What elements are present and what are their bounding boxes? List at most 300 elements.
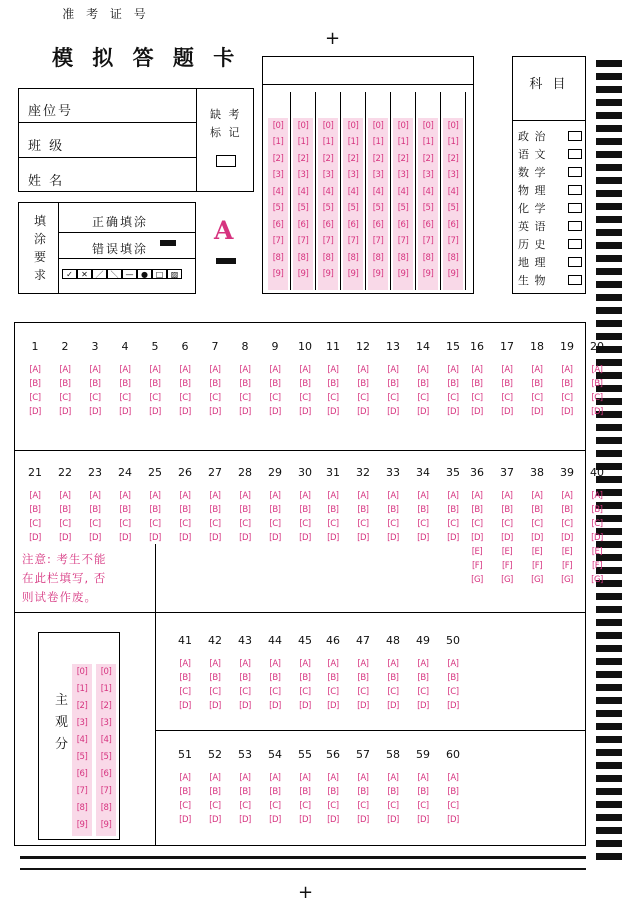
bubble[interactable]: [2] [422,153,434,164]
answer-bubble[interactable]: [A] [269,773,281,783]
bubble[interactable]: [6] [100,769,112,779]
exam-id-cell[interactable] [318,135,338,152]
answer-bubble[interactable]: [C] [591,519,603,529]
answer-bubble[interactable]: [B] [591,505,603,515]
option-row[interactable] [318,765,468,783]
answer-bubble[interactable]: [B] [29,505,41,515]
subjective-score-cell[interactable] [96,800,116,817]
bubble[interactable]: [2] [297,153,309,164]
answer-bubble[interactable]: [B] [561,379,573,389]
exam-id-cell[interactable] [368,234,388,251]
subjective-score-cell[interactable] [72,766,92,783]
bubble[interactable]: [8] [297,252,309,263]
answer-bubble[interactable]: [C] [89,519,101,529]
answer-bubble[interactable]: [A] [119,365,131,375]
option-rows[interactable] [20,357,170,417]
bubble[interactable]: [8] [422,252,434,263]
answer-bubble[interactable]: [B] [417,379,429,389]
answer-bubble[interactable]: [G] [531,575,543,585]
question-group[interactable] [318,466,468,543]
exam-id-cell[interactable] [343,217,363,234]
answer-bubble[interactable]: [A] [239,773,251,783]
question-group[interactable] [462,340,612,417]
answer-bubble[interactable]: [B] [299,505,311,515]
answer-bubble[interactable]: [C] [327,801,339,811]
answer-bubble[interactable]: [A] [417,365,429,375]
answer-bubble[interactable]: [D] [591,533,603,543]
answer-bubble[interactable]: [C] [357,687,369,697]
bubble[interactable]: [5] [422,203,434,214]
option-row[interactable] [170,357,320,375]
bubble[interactable]: [1] [347,137,359,148]
answer-bubble[interactable]: [A] [299,491,311,501]
option-rows[interactable] [170,483,320,543]
answer-bubble[interactable]: [B] [447,787,459,797]
exam-id-column[interactable] [343,118,363,290]
exam-id-cell[interactable] [293,168,313,185]
answer-bubble[interactable]: [A] [239,491,251,501]
answer-bubble[interactable]: [D] [417,407,429,417]
subject-item-bubble[interactable] [568,131,582,141]
answer-bubble[interactable]: [B] [209,673,221,683]
bubble[interactable]: [4] [422,186,434,197]
question-group[interactable] [170,634,320,711]
bubble[interactable]: [4] [76,735,88,745]
answer-bubble[interactable]: [C] [531,519,543,529]
bubble[interactable]: [8] [397,252,409,263]
answer-bubble[interactable]: [C] [209,801,221,811]
option-row[interactable] [462,567,612,585]
answer-bubble[interactable]: [D] [327,533,339,543]
subject-item-bubble[interactable] [568,203,582,213]
answer-bubble[interactable]: [A] [119,491,131,501]
exam-id-cell[interactable] [293,234,313,251]
answer-bubble[interactable]: [C] [417,687,429,697]
exam-id-cell[interactable] [393,118,413,135]
exam-id-cell[interactable] [418,168,438,185]
exam-id-cell[interactable] [268,151,288,168]
exam-id-cell[interactable] [393,201,413,218]
bubble[interactable]: [3] [347,170,359,181]
answer-bubble[interactable]: [A] [59,491,71,501]
answer-bubble[interactable]: [A] [357,491,369,501]
bubble[interactable]: [3] [272,170,284,181]
answer-bubble[interactable]: [B] [327,379,339,389]
answer-bubble[interactable]: [D] [501,407,513,417]
answer-bubble[interactable]: [D] [387,533,399,543]
bubble[interactable]: [8] [372,252,384,263]
subject-item-bubble[interactable] [568,239,582,249]
exam-id-cell[interactable] [418,184,438,201]
exam-id-cell[interactable] [443,234,463,251]
answer-bubble[interactable]: [A] [239,365,251,375]
bubble[interactable]: [1] [322,137,334,148]
bubble[interactable]: [0] [272,120,284,131]
answer-bubble[interactable]: [D] [119,533,131,543]
exam-id-cell[interactable] [418,250,438,267]
option-row[interactable] [170,497,320,515]
answer-bubble[interactable]: [A] [357,365,369,375]
answer-bubble[interactable]: [D] [447,815,459,825]
answer-bubble[interactable]: [C] [299,519,311,529]
answer-bubble[interactable]: [D] [387,407,399,417]
exam-id-cell[interactable] [293,135,313,152]
answer-bubble[interactable]: [D] [209,815,221,825]
answer-bubble[interactable]: [C] [179,519,191,529]
exam-id-cell[interactable] [318,184,338,201]
exam-id-cell[interactable] [368,267,388,284]
bubble[interactable]: [1] [447,137,459,148]
bubble[interactable]: [7] [347,236,359,247]
answer-bubble[interactable]: [D] [327,815,339,825]
exam-id-cell[interactable] [343,151,363,168]
option-rows[interactable] [20,483,170,543]
bubble[interactable]: [5] [272,203,284,214]
answer-bubble[interactable]: [B] [59,505,71,515]
answer-bubble[interactable]: [C] [299,687,311,697]
option-row[interactable] [318,371,468,389]
answer-bubble[interactable]: [C] [179,801,191,811]
exam-id-cell[interactable] [293,184,313,201]
exam-id-cell[interactable] [393,267,413,284]
exam-id-cell[interactable] [393,184,413,201]
option-row[interactable] [170,399,320,417]
bubble[interactable]: [3] [422,170,434,181]
question-group[interactable] [170,748,320,825]
bubble[interactable]: [7] [100,786,112,796]
answer-bubble[interactable]: [C] [269,687,281,697]
option-row[interactable] [170,807,320,825]
bubble[interactable]: [2] [347,153,359,164]
answer-bubble[interactable]: [A] [327,365,339,375]
exam-id-cell[interactable] [268,217,288,234]
subjective-score-column[interactable] [96,664,116,836]
subjective-score-column[interactable] [72,664,92,836]
option-row[interactable] [462,399,612,417]
subjective-score-cell[interactable] [96,732,116,749]
bubble[interactable]: [4] [372,186,384,197]
answer-bubble[interactable]: [D] [239,815,251,825]
bubble[interactable]: [3] [297,170,309,181]
answer-bubble[interactable]: [D] [387,815,399,825]
answer-bubble[interactable]: [C] [591,393,603,403]
answer-bubble[interactable]: [D] [179,815,191,825]
exam-id-cell[interactable] [418,234,438,251]
answer-bubble[interactable]: [F] [591,561,603,571]
bubble[interactable]: [1] [297,137,309,148]
answer-bubble[interactable]: [A] [179,773,191,783]
option-row[interactable] [462,553,612,571]
answer-bubble[interactable]: [D] [447,407,459,417]
answer-bubble[interactable]: [D] [239,701,251,711]
bubble[interactable]: [8] [100,803,112,813]
answer-bubble[interactable]: [B] [179,379,191,389]
answer-bubble[interactable]: [C] [119,393,131,403]
bubble[interactable]: [9] [422,269,434,280]
bubble[interactable]: [6] [372,219,384,230]
bubble[interactable]: [3] [322,170,334,181]
bubble[interactable]: [7] [272,236,284,247]
bubble[interactable]: [6] [297,219,309,230]
answer-bubble[interactable]: [B] [119,379,131,389]
bubble[interactable]: [5] [347,203,359,214]
bubble[interactable]: [2] [397,153,409,164]
answer-bubble[interactable]: [C] [561,393,573,403]
answer-bubble[interactable]: [B] [357,673,369,683]
answer-bubble[interactable]: [D] [119,407,131,417]
bubble[interactable]: [2] [272,153,284,164]
answer-bubble[interactable]: [B] [327,673,339,683]
option-rows[interactable] [318,357,468,417]
subjective-score-cell[interactable] [96,715,116,732]
exam-id-cell[interactable] [318,234,338,251]
answer-bubble[interactable]: [B] [447,505,459,515]
exam-id-cell[interactable] [443,184,463,201]
question-group[interactable] [318,748,468,825]
question-group[interactable] [318,634,468,711]
exam-id-cell[interactable] [293,217,313,234]
answer-bubble[interactable]: [B] [357,379,369,389]
exam-id-cell[interactable] [268,118,288,135]
answer-bubble[interactable]: [D] [59,533,71,543]
bubble[interactable]: [5] [76,752,88,762]
answer-bubble[interactable]: [C] [471,393,483,403]
exam-id-cell[interactable] [443,201,463,218]
question-group[interactable] [20,340,170,417]
bubble[interactable]: [9] [272,269,284,280]
answer-bubble[interactable]: [A] [417,773,429,783]
answer-bubble[interactable]: [B] [239,379,251,389]
question-group[interactable] [462,466,612,585]
answer-bubble[interactable]: [C] [447,801,459,811]
answer-bubble[interactable]: [A] [299,659,311,669]
answer-bubble[interactable]: [C] [417,393,429,403]
answer-bubble[interactable]: [D] [561,533,573,543]
subjective-score-cell[interactable] [72,732,92,749]
answer-bubble[interactable]: [B] [447,673,459,683]
exam-id-cell[interactable] [443,250,463,267]
answer-bubble[interactable]: [A] [29,491,41,501]
bubble[interactable]: [9] [100,820,112,830]
bubble[interactable]: [6] [347,219,359,230]
answer-bubble[interactable]: [C] [179,393,191,403]
question-group[interactable] [318,340,468,417]
bubble[interactable]: [9] [322,269,334,280]
answer-bubble[interactable]: [B] [239,787,251,797]
absent-mark-bubble[interactable] [216,155,236,167]
option-rows[interactable] [318,483,468,543]
exam-id-cell[interactable] [318,250,338,267]
bubble[interactable]: [3] [100,718,112,728]
bubble[interactable]: [8] [347,252,359,263]
subjective-score-cell[interactable] [72,800,92,817]
option-rows[interactable] [462,483,612,585]
option-rows[interactable] [318,765,468,825]
bubble[interactable]: [1] [397,137,409,148]
option-row[interactable] [318,651,468,669]
exam-id-cell[interactable] [268,201,288,218]
bubble[interactable]: [9] [347,269,359,280]
answer-bubble[interactable]: [C] [327,687,339,697]
exam-id-cell[interactable] [393,234,413,251]
answer-bubble[interactable]: [C] [59,393,71,403]
bubble[interactable]: [0] [347,120,359,131]
answer-bubble[interactable]: [A] [209,659,221,669]
exam-id-cell[interactable] [443,135,463,152]
answer-bubble[interactable]: [A] [387,491,399,501]
answer-bubble[interactable]: [B] [149,379,161,389]
option-row[interactable] [462,497,612,515]
answer-bubble[interactable]: [A] [89,365,101,375]
option-row[interactable] [20,525,170,543]
answer-bubble[interactable]: [C] [501,393,513,403]
option-row[interactable] [170,525,320,543]
answer-bubble[interactable]: [C] [417,519,429,529]
bubble[interactable]: [0] [372,120,384,131]
bubble[interactable]: [8] [272,252,284,263]
answer-bubble[interactable]: [A] [447,773,459,783]
answer-bubble[interactable]: [D] [89,407,101,417]
subject-item-bubble[interactable] [568,149,582,159]
answer-bubble[interactable]: [D] [327,701,339,711]
bubble[interactable]: [8] [76,803,88,813]
answer-bubble[interactable]: [A] [179,659,191,669]
answer-bubble[interactable]: [A] [29,365,41,375]
answer-bubble[interactable]: [A] [387,659,399,669]
subject-item[interactable] [518,198,582,217]
answer-bubble[interactable]: [D] [299,407,311,417]
answer-bubble[interactable]: [E] [531,547,543,557]
answer-bubble[interactable]: [G] [471,575,483,585]
answer-bubble[interactable]: [B] [531,505,543,515]
subjective-score-cell[interactable] [72,681,92,698]
bubble[interactable]: [7] [447,236,459,247]
answer-bubble[interactable]: [B] [209,379,221,389]
answer-bubble[interactable]: [A] [179,491,191,501]
answer-bubble[interactable]: [C] [269,393,281,403]
option-row[interactable] [318,665,468,683]
answer-bubble[interactable]: [C] [149,519,161,529]
answer-bubble[interactable]: [B] [269,673,281,683]
answer-bubble[interactable]: [D] [239,533,251,543]
answer-bubble[interactable]: [B] [327,505,339,515]
bubble[interactable]: [3] [76,718,88,728]
bubble[interactable]: [4] [100,735,112,745]
answer-bubble[interactable]: [A] [501,491,513,501]
option-row[interactable] [170,651,320,669]
option-row[interactable] [170,693,320,711]
bubble[interactable]: [7] [322,236,334,247]
answer-bubble[interactable]: [C] [59,519,71,529]
exam-id-cell[interactable] [268,267,288,284]
bubble[interactable]: [0] [297,120,309,131]
exam-id-cell[interactable] [443,118,463,135]
answer-bubble[interactable]: [C] [209,519,221,529]
answer-bubble[interactable]: [C] [447,393,459,403]
exam-id-cell[interactable] [268,135,288,152]
answer-bubble[interactable]: [A] [327,773,339,783]
answer-bubble[interactable]: [B] [417,505,429,515]
answer-bubble[interactable]: [A] [269,365,281,375]
answer-bubble[interactable]: [A] [239,659,251,669]
answer-bubble[interactable]: [A] [179,365,191,375]
answer-bubble[interactable]: [B] [387,787,399,797]
answer-bubble[interactable]: [C] [299,393,311,403]
answer-bubble[interactable]: [B] [149,505,161,515]
answer-bubble[interactable]: [D] [209,407,221,417]
exam-id-cell[interactable] [293,151,313,168]
answer-bubble[interactable]: [D] [561,407,573,417]
answer-bubble[interactable]: [B] [59,379,71,389]
answer-bubble[interactable]: [C] [417,801,429,811]
bubble[interactable]: [5] [297,203,309,214]
bubble[interactable]: [3] [372,170,384,181]
answer-bubble[interactable]: [D] [299,533,311,543]
option-row[interactable] [318,693,468,711]
answer-bubble[interactable]: [C] [531,393,543,403]
bubble[interactable]: [4] [272,186,284,197]
answer-bubble[interactable]: [D] [471,407,483,417]
answer-bubble[interactable]: [D] [591,407,603,417]
answer-bubble[interactable]: [A] [471,491,483,501]
bubble[interactable]: [8] [322,252,334,263]
subject-item[interactable] [518,180,582,199]
bubble[interactable]: [1] [76,684,88,694]
answer-bubble[interactable]: [B] [299,379,311,389]
option-row[interactable] [318,399,468,417]
exam-id-cell[interactable] [268,234,288,251]
answer-bubble[interactable]: [C] [327,393,339,403]
exam-id-cell[interactable] [318,118,338,135]
bubble[interactable]: [8] [447,252,459,263]
answer-bubble[interactable]: [B] [387,505,399,515]
answer-bubble[interactable]: [D] [417,533,429,543]
exam-id-cell[interactable] [293,250,313,267]
subject-item[interactable] [518,216,582,235]
option-row[interactable] [20,371,170,389]
question-group[interactable] [20,466,170,543]
answer-bubble[interactable]: [C] [327,519,339,529]
answer-bubble[interactable]: [C] [299,801,311,811]
answer-bubble[interactable]: [B] [269,379,281,389]
subjective-score-cell[interactable] [96,664,116,681]
option-row[interactable] [170,371,320,389]
answer-bubble[interactable]: [C] [561,519,573,529]
bubble[interactable]: [7] [76,786,88,796]
answer-bubble[interactable]: [C] [387,687,399,697]
option-row[interactable] [170,793,320,811]
answer-bubble[interactable]: [B] [561,505,573,515]
bubble[interactable]: [4] [347,186,359,197]
option-row[interactable] [20,497,170,515]
option-row[interactable] [170,483,320,501]
answer-bubble[interactable]: [D] [417,701,429,711]
option-row[interactable] [170,779,320,797]
answer-bubble[interactable]: [D] [29,407,41,417]
answer-bubble[interactable]: [D] [299,815,311,825]
option-row[interactable] [318,807,468,825]
subject-item[interactable] [518,252,582,271]
exam-id-cell[interactable] [293,201,313,218]
option-row[interactable] [170,765,320,783]
exam-id-cell[interactable] [343,184,363,201]
exam-id-cell[interactable] [443,168,463,185]
answer-bubble[interactable]: [F] [531,561,543,571]
answer-bubble[interactable]: [B] [209,505,221,515]
answer-bubble[interactable]: [D] [357,815,369,825]
bubble[interactable]: [5] [397,203,409,214]
bubble[interactable]: [1] [100,684,112,694]
